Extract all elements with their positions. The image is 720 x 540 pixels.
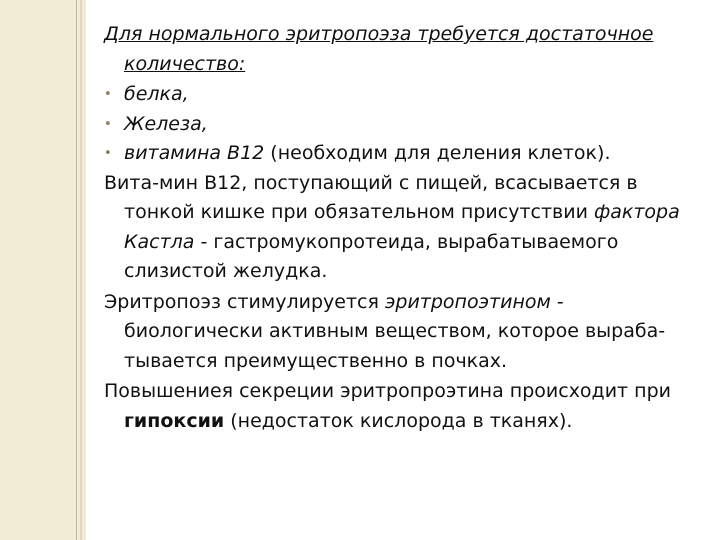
decorative-side-line [76,0,77,540]
list-item [104,110,704,140]
list-item-text: Железа, [124,112,208,135]
paragraph-emphasis: гипоксии [124,409,225,432]
list-item [104,80,704,110]
paragraph-emphasis: эритропоэтином [384,290,551,313]
bullet-icon: • [104,87,112,102]
paragraph-text: - гастромукопротеида, вырабатываемого слизистой желудка. [124,230,619,282]
slide-heading: Для нормального эритропоэза требуется достаточное количество: [104,23,654,75]
paragraph-text: Повышениея секреции эритропроэтина происходит при [104,380,671,402]
list-item-text: белка, [124,83,189,105]
slide-content [104,20,704,437]
paragraph-text: Вита-мин В12, поступающий с пищей, всасывается в тонкой кишке при обязательном присутствии [104,171,638,223]
decorative-side-panel [0,0,86,540]
decorative-side-stripe [80,0,82,540]
paragraph-emphasis: фактора Кастла [124,201,680,253]
list-item-text: витамина В12 [124,142,265,164]
paragraph-vitamin-b12 [104,169,704,287]
paragraph-hypoxia [104,377,704,436]
paragraph-text: (недостаток кислорода в тканях). [224,409,573,432]
list-item [104,139,704,169]
bullet-icon: • [104,146,112,161]
paragraph-text: Эритропоэз стимулируется [104,290,385,313]
paragraph-erythropoietin [104,288,704,377]
bullet-icon: • [104,116,112,132]
paragraph-text: - биологически активным веществом, которое выраба-тывается преимущественно в почках. [124,290,666,372]
list-item-note: (необходим для деления клеток). [264,142,611,164]
nutrient-list [104,80,704,169]
